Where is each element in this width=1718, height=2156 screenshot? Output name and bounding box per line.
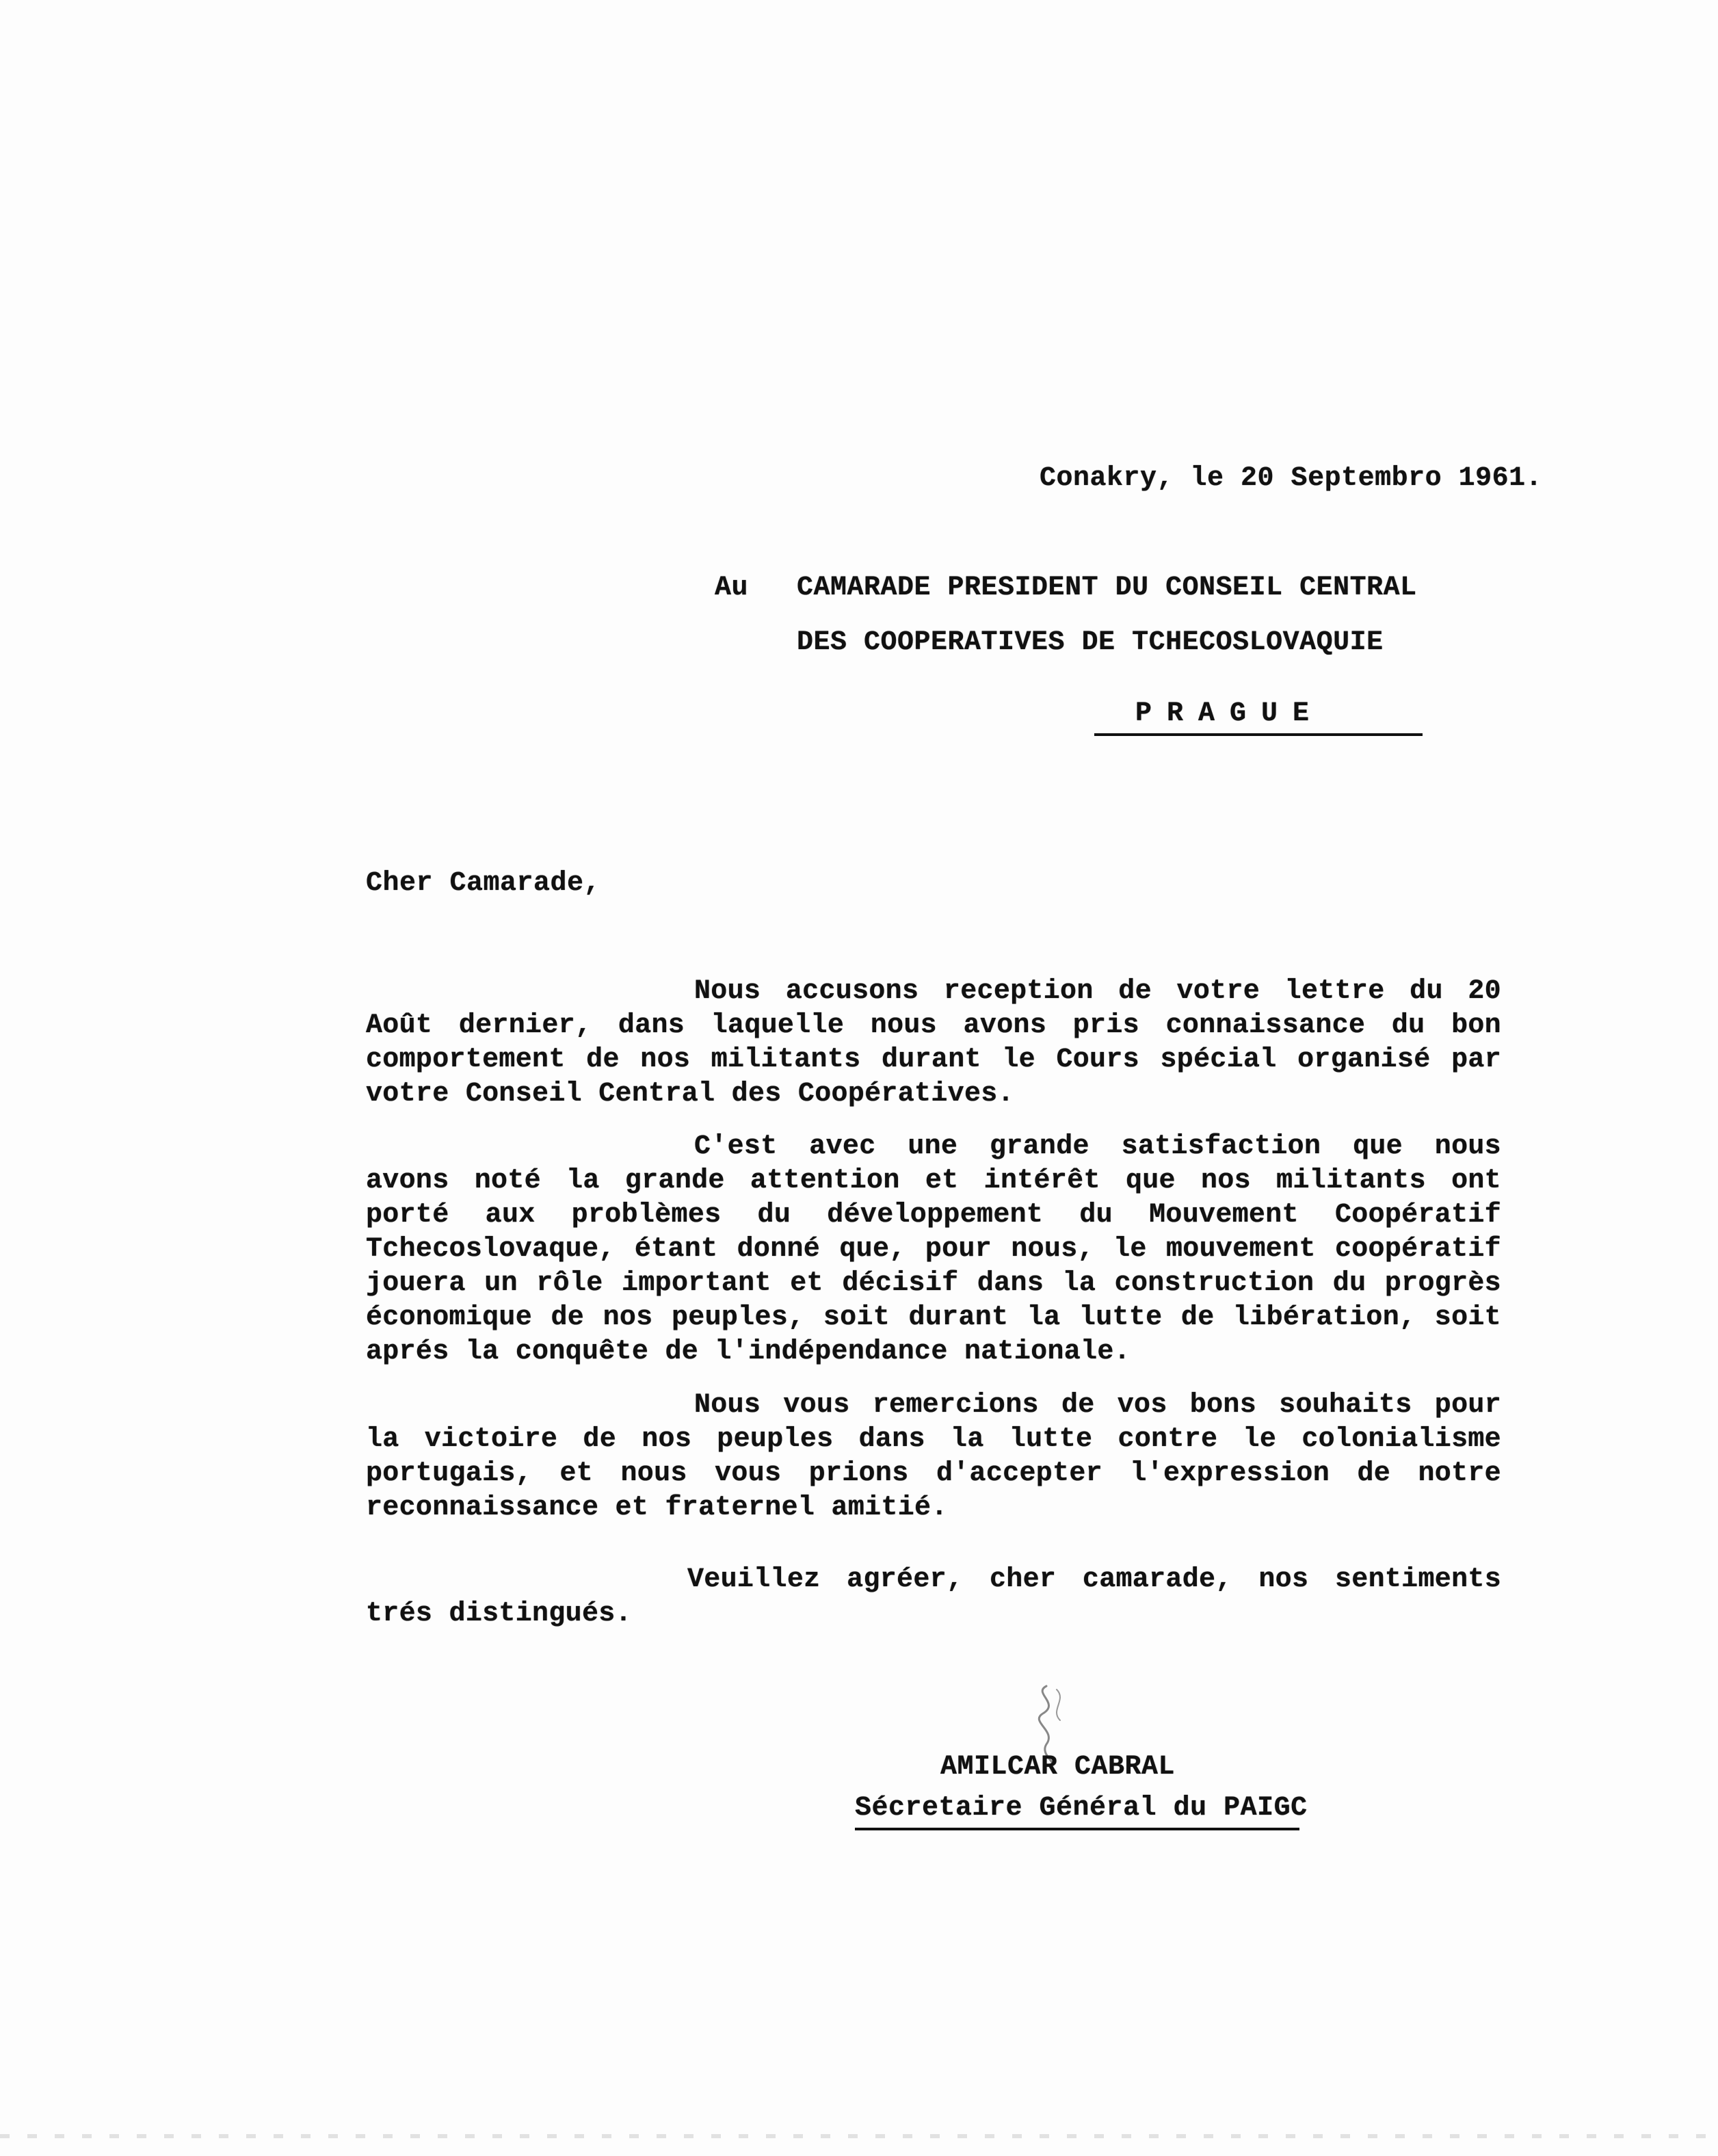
body-paragraph-3: Nous vous remercions de vos bons souhaits pour la victoire de nos peuples dans la lutte contre le colonialisme portugais, et nous vous prions d'accepter l'expression de notre reconnaissance et fraternel amitié.	[366, 1390, 1501, 1523]
closing-paragraph: Veuillez agréer, cher camarade, nos sentiments trés distingués.	[366, 1564, 1501, 1629]
body-paragraph-1: Nous accusons reception de votre lettre du 20 Août dernier, dans laquelle nous avons pris connaissance du bon comportement de nos militants durant le Cours spécial organisé par votre Conseil Central des Coopératives.	[366, 976, 1501, 1109]
salutation: Cher Camarade,	[366, 868, 601, 899]
signatory-name: AMILCAR CABRAL	[940, 1752, 1176, 1783]
scan-noise-strip	[0, 2134, 1718, 2138]
signatory-title: Sécretaire Général du PAIGC	[855, 1793, 1308, 1824]
addressee-line-2: DES COOPERATIVES DE TCHECOSLOVAQUIE	[797, 627, 1384, 658]
title-underline	[855, 1828, 1299, 1830]
addressee-prefix: Au	[715, 573, 749, 603]
date-line: Conakry, le 20 Septembro 1961.	[1040, 463, 1543, 494]
body-paragraph-2: C'est avec une grande satisfaction que nous avons noté la grande attention et intérêt que nos militants ont porté aux problèmes du développement du Mouvement Coopératif Tchecoslovaque, étant donné que, pour nous, le mouvement coopératif jouera un rôle important et décisif dans la construction du progrès économique de nos peuples, soit durant la lutte de libération, soit aprés la conquête de l'indépendance nationale.	[366, 1131, 1501, 1367]
addressee-line-1: CAMARADE PRESIDENT DU CONSEIL CENTRAL	[797, 573, 1417, 603]
addressee-city: PRAGUE	[1135, 698, 1325, 729]
city-underline	[1094, 733, 1423, 736]
